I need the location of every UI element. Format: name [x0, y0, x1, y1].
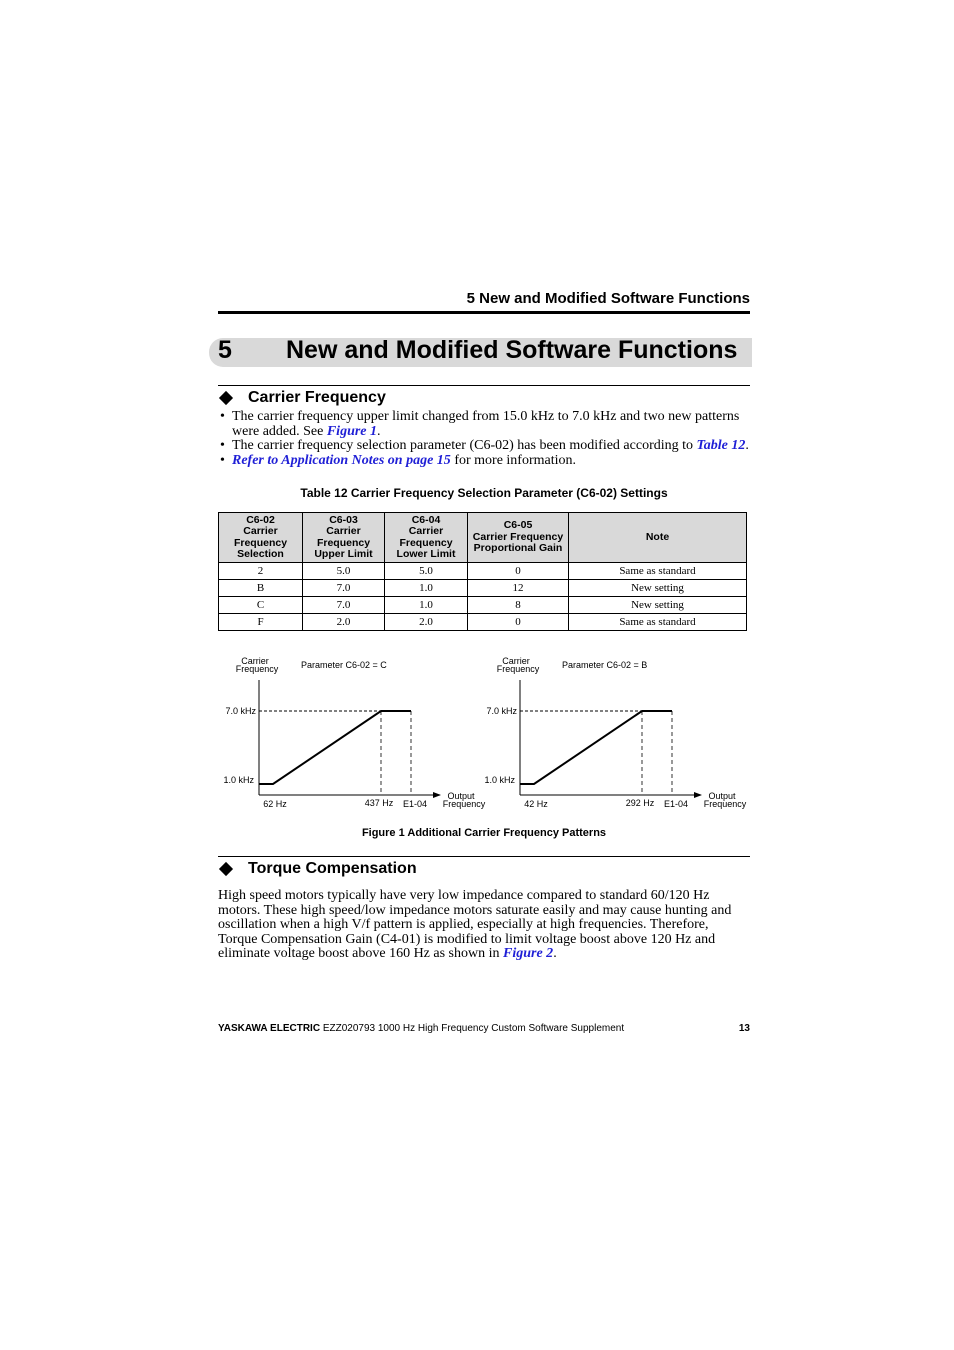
table-cell: 8	[468, 597, 569, 614]
page-number: 13	[738, 1023, 750, 1034]
table-header-cell	[303, 513, 385, 563]
table-cell: 7.0	[303, 580, 385, 597]
torque-paragraph-end: .	[553, 946, 557, 962]
x-axis-title: Frequency	[442, 799, 486, 809]
header-line: C6-05	[503, 519, 533, 532]
y-axis-title: Frequency	[235, 664, 279, 674]
header-line: Note	[645, 530, 670, 543]
header-line: C6-03	[329, 513, 358, 526]
y-tick-label: 1.0 kHz	[484, 775, 515, 785]
settings-table	[218, 512, 747, 631]
bullet-item	[218, 454, 750, 469]
table-cell: 1.0	[385, 580, 468, 597]
bullet-text: The carrier frequency upper limit changed from 15.0 kHz to 7.0 kHz and two new patterns were added. See	[232, 409, 740, 439]
table-header-row	[219, 513, 747, 563]
y-axis-title: Carrier	[502, 656, 530, 666]
running-header: 5 New and Modified Software Functions	[466, 290, 750, 307]
header-rule	[218, 311, 750, 314]
footer-doc-title: EZZ020793 1000 Hz High Frequency Custom Software Supplement	[320, 1023, 625, 1034]
diamond-bullet-icon	[219, 862, 233, 876]
footer-doc-info	[218, 1023, 624, 1034]
bullet-dot: •	[220, 438, 225, 453]
bullet-text-end: .	[377, 423, 381, 439]
carrier-frequency-patterns-figure	[210, 650, 755, 815]
table-cell: C	[219, 597, 303, 614]
header-line: Upper Limit	[314, 548, 373, 560]
table-cell: New setting	[569, 580, 747, 597]
table-cell: 1.0	[385, 597, 468, 614]
x-tick-label: 62 Hz	[263, 799, 287, 809]
table-header-cell	[385, 513, 468, 563]
x-tick-label: 292 Hz	[625, 798, 655, 808]
bullet-item	[218, 410, 750, 439]
figure-1-link[interactable]: Figure 1	[326, 423, 378, 439]
table-cell: 2.0	[385, 614, 468, 631]
header-line: Selection	[237, 548, 284, 560]
carrier-bullet-list	[218, 410, 750, 468]
x-axis-title: Output	[447, 791, 475, 801]
application-notes-link[interactable]: Refer to Application Notes on page 15	[232, 452, 451, 468]
table-12-link[interactable]: Table 12	[696, 438, 746, 453]
table-body	[219, 563, 747, 631]
parameter-label: Parameter C6-02 = C	[301, 660, 387, 670]
bullet-dot: •	[220, 409, 225, 424]
table-row	[219, 597, 747, 614]
x-axis-title: Frequency	[703, 799, 747, 809]
subsection-rule-carrier	[218, 385, 750, 386]
table-header-cell	[569, 513, 747, 563]
y-tick-label: 7.0 kHz	[486, 706, 517, 716]
header-line: Lower Limit	[396, 548, 456, 560]
table-cell: B	[219, 580, 303, 597]
header-line: Carrier	[408, 525, 444, 537]
x-tick-label: 437 Hz	[364, 798, 394, 808]
bullet-dot: •	[220, 452, 225, 468]
diamond-bullet-icon	[219, 391, 233, 405]
carrier-frequency-curve	[259, 711, 411, 784]
y-tick-label: 1.0 kHz	[223, 775, 254, 785]
y-axis-title: Frequency	[496, 664, 540, 674]
header-line: Carrier Frequency	[472, 530, 564, 543]
table-cell: 5.0	[385, 563, 468, 580]
bullet-item	[218, 439, 750, 454]
table-cell: New setting	[569, 597, 747, 614]
x-tick-label: E1-04	[663, 799, 689, 809]
table-header-cell	[468, 513, 569, 563]
table-cell: 7.0	[303, 597, 385, 614]
header-line: C6-02	[246, 513, 275, 526]
table-cell: F	[219, 614, 303, 631]
bullet-text-end: .	[745, 438, 749, 453]
header-line: Frequency	[233, 536, 288, 549]
carrier-frequency-heading	[220, 389, 386, 407]
pattern-graph-c	[223, 656, 485, 809]
carrier-frequency-heading-text: Carrier Frequency	[248, 389, 386, 406]
table-row	[219, 614, 747, 631]
figure-caption: Figure 1 Additional Carrier Frequency Patterns	[361, 827, 607, 839]
page-footer	[218, 1023, 750, 1034]
footer-brand: YASKAWA ELECTRIC	[218, 1023, 321, 1034]
table-cell: Same as standard	[569, 563, 747, 580]
x-tick-label: E1-04	[402, 799, 428, 809]
table-cell: 5.0	[303, 563, 385, 580]
x-axis-title: Output	[708, 791, 736, 801]
table-cell: 2	[219, 563, 303, 580]
table-cell: 0	[468, 563, 569, 580]
torque-paragraph	[218, 889, 750, 962]
torque-compensation-heading	[220, 860, 417, 878]
subsection-rule-torque	[218, 856, 750, 857]
bullet-text-end: for more information.	[450, 452, 576, 468]
section-title: New and Modified Software Functions	[286, 336, 738, 364]
y-axis-title: Carrier	[241, 656, 269, 666]
carrier-frequency-curve	[520, 711, 672, 784]
table-cell: Same as standard	[569, 614, 747, 631]
table-header-cell	[219, 513, 303, 563]
header-line: Carrier	[243, 525, 278, 537]
table-caption: Table 12 Carrier Frequency Selection Parameter (C6-02) Settings	[300, 486, 668, 500]
bullet-text: The carrier frequency selection parameter (C6-02) has been modified according to	[232, 438, 697, 453]
pattern-graph-b	[484, 656, 746, 809]
torque-paragraph-text: High speed motors typically have very low impedance compared to standard 60/120 Hz motors. These high speed/low impedance motors saturate easily and may cause hunting and oscillation when a high V/f pattern is applied, especially at high frequencies. Therefore, Torque Compensation Gain (C4-01) is modified to limit voltage boost above 120 Hz and eliminate voltage boost above 160 Hz as shown in	[218, 888, 732, 962]
table-row	[219, 580, 747, 597]
header-line: Frequency	[316, 536, 371, 549]
parameter-label: Parameter C6-02 = B	[562, 660, 648, 670]
table-cell: 0	[468, 614, 569, 631]
table-row	[219, 563, 747, 580]
table-cell: 12	[468, 580, 569, 597]
header-line: C6-04	[411, 513, 441, 526]
y-tick-label: 7.0 kHz	[225, 706, 256, 716]
section-number: 5	[218, 336, 232, 364]
header-line: Proportional Gain	[473, 542, 563, 555]
header-line: Carrier	[326, 525, 361, 537]
header-line: Frequency	[399, 536, 453, 549]
table-cell: 2.0	[303, 614, 385, 631]
torque-compensation-heading-text: Torque Compensation	[248, 860, 417, 877]
x-tick-label: 42 Hz	[524, 799, 548, 809]
figure-2-link[interactable]: Figure 2	[503, 946, 554, 962]
